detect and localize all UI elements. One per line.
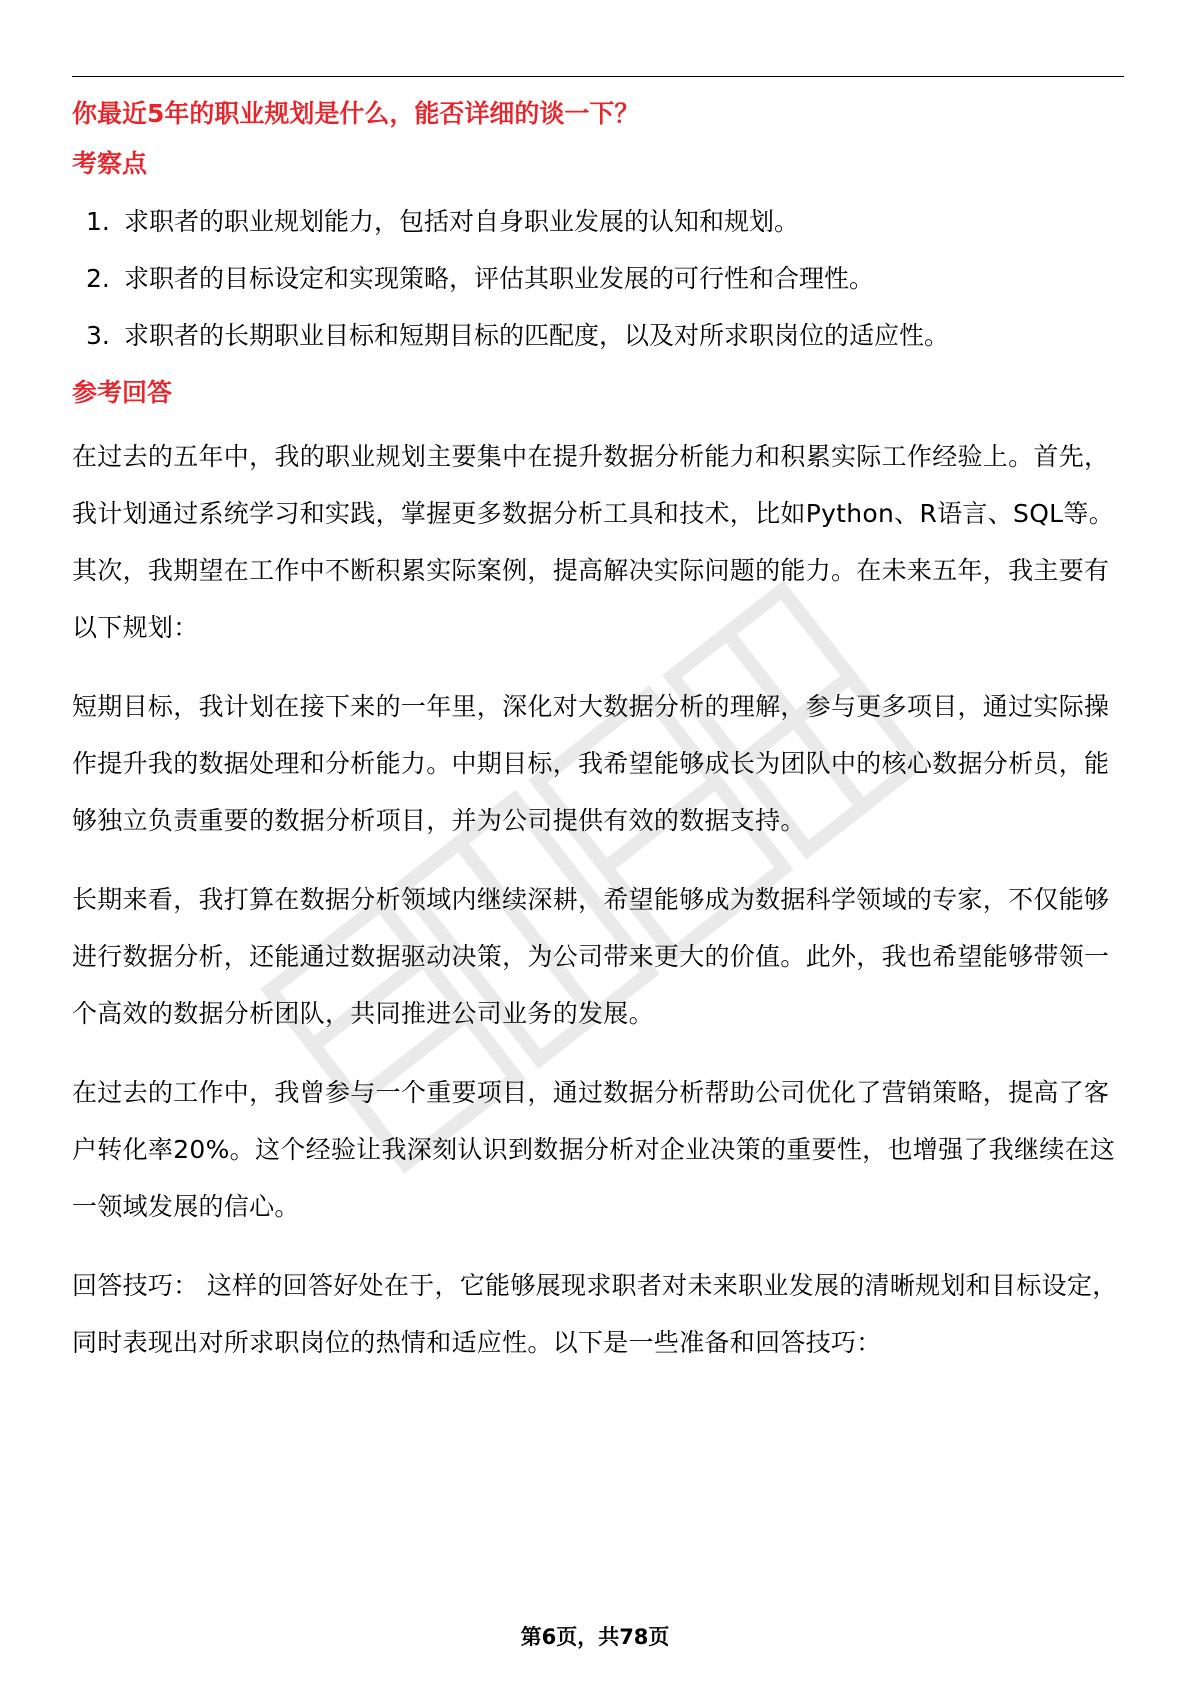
answer-paragraph: 在过去的工作中，我曾参与一个重要项目，通过数据分析帮助公司优化了营销策略，提高了客户转化率20%。这个经验让我深刻认识到数据分析对企业决策的重要性，也增强了我继续在这一领域发展的信心。 — [72, 1078, 1116, 1221]
list-text: 求职者的目标设定和实现策略，评估其职业发展的可行性和合理性。 — [124, 264, 875, 293]
page-footer: 第6页，共78页 — [520, 1625, 670, 1649]
list-item — [72, 261, 1124, 297]
list-text: 求职者的职业规划能力，包括对自身职业发展的认知和规划。 — [124, 207, 800, 236]
page-content — [72, 96, 1124, 1371]
question-title: 你最近5年的职业规划是什么，能否详细的谈一下？ — [72, 99, 640, 128]
answer-paragraph: 在过去的五年中，我的职业规划主要集中在提升数据分析能力和积累实际工作经验上。首先，我计划通过系统学习和实践，掌握更多数据分析工具和技术，比如Python、R语言、SQL等。其次，我期望在工作中不断积累实际案例，提高解决实际问题的能力。在未来五年，我主要有以下规划： — [72, 442, 1115, 642]
list-number: 1. — [86, 207, 110, 236]
answer-paragraph: 长期来看，我打算在数据分析领域内继续深耕，希望能够成为数据科学领域的专家，不仅能够进行数据分析，还能通过数据驱动决策，为公司带来更大的价值。此外，我也希望能够带领一个高效的数据分析团队，共同推进公司业务的发展。 — [72, 885, 1110, 1028]
focus-heading: 考察点 — [72, 149, 148, 178]
focus-list — [72, 204, 1124, 354]
list-number: 2. — [86, 264, 110, 293]
list-item — [72, 318, 1124, 354]
list-item — [72, 204, 1124, 240]
answer-heading: 参考回答 — [72, 378, 173, 407]
answer-paragraph: 短期目标，我计划在接下来的一年里，深化对大数据分析的理解，参与更多项目，通过实际操作提升我的数据处理和分析能力。中期目标，我希望能够成长为团队中的核心数据分析员，能够独立负责重要的数据分析项目，并为公司提供有效的数据支持。 — [72, 692, 1110, 835]
list-text: 求职者的长期职业目标和短期目标的匹配度，以及对所求职岗位的适应性。 — [124, 321, 950, 350]
answer-tips-paragraph: 回答技巧： 这样的回答好处在于，它能够展现求职者对未来职业发展的清晰规划和目标设定，同时表现出对所求职岗位的热情和适应性。以下是一些准备和回答技巧： — [72, 1271, 1118, 1357]
list-number: 3. — [86, 321, 110, 350]
header-rule — [72, 76, 1124, 77]
